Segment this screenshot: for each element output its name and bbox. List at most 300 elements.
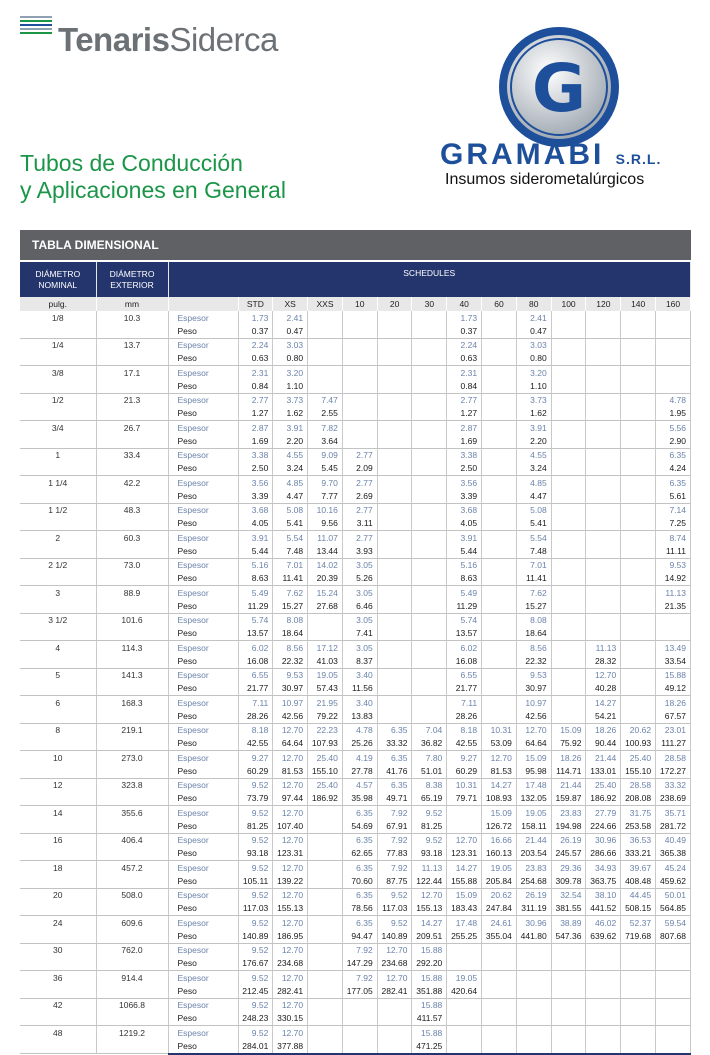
thickness-cell: 52.37	[621, 916, 656, 930]
thickness-cell	[412, 503, 447, 517]
row-label: Espesor	[168, 641, 238, 655]
table-body	[20, 311, 691, 1054]
weight-cell	[412, 489, 447, 503]
weight-cell: 9.56	[308, 517, 343, 531]
row-label: Peso	[168, 627, 238, 641]
weight-cell: 11.29	[238, 599, 273, 613]
thickness-cell: 19.05	[308, 668, 343, 682]
table-row	[20, 874, 691, 888]
thickness-cell: 18.26	[551, 751, 586, 765]
thickness-cell: 9.52	[412, 833, 447, 847]
thickness-cell: 12.70	[273, 778, 308, 792]
weight-cell: 105.11	[238, 874, 273, 888]
thickness-cell: 2.24	[447, 338, 482, 352]
nominal-diameter: 3/4	[20, 421, 96, 435]
weight-cell	[621, 1039, 656, 1053]
weight-cell	[516, 957, 551, 971]
weight-cell: 2.20	[516, 434, 551, 448]
thickness-cell	[412, 558, 447, 572]
thickness-cell: 3.03	[516, 338, 551, 352]
weight-cell: 2.90	[656, 434, 691, 448]
thickness-cell: 7.11	[447, 696, 482, 710]
thickness-cell: 2.77	[342, 503, 377, 517]
row-label: Peso	[168, 792, 238, 806]
weight-cell: 176.67	[238, 957, 273, 971]
weight-cell	[621, 517, 656, 531]
exterior-diameter: 168.3	[96, 696, 168, 710]
weight-cell: 81.53	[482, 764, 517, 778]
exterior-diameter-blank	[96, 544, 168, 558]
exterior-diameter: 73.0	[96, 558, 168, 572]
thickness-cell: 5.08	[273, 503, 308, 517]
row-label: Peso	[168, 379, 238, 393]
nominal-diameter-blank	[20, 1012, 96, 1026]
row-label: Espesor	[168, 723, 238, 737]
row-label: Peso	[168, 1039, 238, 1053]
weight-cell	[377, 324, 412, 338]
nominal-diameter: 42	[20, 998, 96, 1012]
schedule-header: 80	[516, 297, 551, 311]
thickness-cell: 3.73	[273, 393, 308, 407]
thickness-cell: 23.01	[656, 723, 691, 737]
thickness-cell: 23.83	[516, 861, 551, 875]
thickness-cell	[621, 393, 656, 407]
weight-cell	[586, 352, 621, 366]
thickness-cell: 10.97	[273, 696, 308, 710]
weight-cell: 93.18	[412, 847, 447, 861]
thickness-cell	[586, 393, 621, 407]
thickness-cell: 10.31	[447, 778, 482, 792]
thickness-cell	[412, 311, 447, 324]
table-row	[20, 613, 691, 627]
thickness-cell: 12.70	[273, 916, 308, 930]
weight-cell: 40.28	[586, 682, 621, 696]
weight-cell	[621, 599, 656, 613]
table-row	[20, 586, 691, 600]
thickness-cell: 12.70	[273, 1026, 308, 1040]
weight-cell	[447, 1012, 482, 1026]
thickness-cell	[551, 668, 586, 682]
weight-cell: 0.37	[447, 324, 482, 338]
weight-cell: 508.15	[621, 902, 656, 916]
thickness-cell	[586, 1026, 621, 1040]
row-label: Espesor	[168, 696, 238, 710]
table-row	[20, 476, 691, 490]
weight-cell: 7.48	[273, 544, 308, 558]
weight-cell: 90.44	[586, 737, 621, 751]
row-label: Espesor	[168, 586, 238, 600]
weight-cell	[656, 379, 691, 393]
weight-cell: 30.97	[516, 682, 551, 696]
thickness-cell	[482, 311, 517, 324]
schedule-header: 30	[412, 297, 447, 311]
thickness-cell	[308, 833, 343, 847]
nominal-diameter-blank	[20, 654, 96, 668]
weight-cell	[621, 544, 656, 558]
weight-cell	[482, 654, 517, 668]
nominal-diameter-blank	[20, 627, 96, 641]
thickness-cell: 5.54	[516, 531, 551, 545]
thickness-cell: 11.13	[412, 861, 447, 875]
nominal-diameter: 6	[20, 696, 96, 710]
weight-cell: 21.77	[447, 682, 482, 696]
schedule-header: STD	[238, 297, 273, 311]
weight-cell	[342, 434, 377, 448]
thickness-cell: 3.20	[516, 366, 551, 380]
row-label: Peso	[168, 544, 238, 558]
row-label: Espesor	[168, 366, 238, 380]
weight-cell: 5.61	[656, 489, 691, 503]
thickness-cell	[482, 338, 517, 352]
table-row	[20, 916, 691, 930]
nominal-diameter-blank	[20, 434, 96, 448]
nominal-diameter-blank	[20, 352, 96, 366]
thickness-cell: 9.52	[238, 888, 273, 902]
weight-cell	[377, 544, 412, 558]
exterior-diameter: 42.2	[96, 476, 168, 490]
thickness-cell	[551, 421, 586, 435]
thickness-cell	[482, 421, 517, 435]
weight-cell	[412, 544, 447, 558]
weight-cell: 238.69	[656, 792, 691, 806]
weight-cell	[308, 929, 343, 943]
weight-cell: 49.71	[377, 792, 412, 806]
thickness-cell: 38.10	[586, 888, 621, 902]
title-line-1: Tubos de Conducción	[20, 150, 243, 176]
row-label: Peso	[168, 352, 238, 366]
weight-cell: 0.37	[238, 324, 273, 338]
weight-cell: 123.31	[273, 847, 308, 861]
schedule-header: 100	[551, 297, 586, 311]
table-row	[20, 311, 691, 324]
table-row	[20, 984, 691, 998]
thickness-cell	[412, 531, 447, 545]
table-row	[20, 696, 691, 710]
schedule-header: 60	[482, 297, 517, 311]
weight-cell: 363.75	[586, 874, 621, 888]
thickness-cell: 32.54	[551, 888, 586, 902]
thickness-cell: 2.77	[342, 531, 377, 545]
exterior-diameter-blank	[96, 489, 168, 503]
thickness-cell	[482, 558, 517, 572]
table-row	[20, 888, 691, 902]
weight-cell: 77.83	[377, 847, 412, 861]
weight-cell: 64.64	[516, 737, 551, 751]
thickness-cell: 17.48	[447, 916, 482, 930]
weight-cell: 64.64	[273, 737, 308, 751]
thickness-cell	[656, 338, 691, 352]
weight-cell: 22.32	[273, 654, 308, 668]
thickness-cell: 34.93	[586, 861, 621, 875]
weight-cell: 351.88	[412, 984, 447, 998]
thickness-cell: 7.92	[377, 833, 412, 847]
thickness-cell: 36.53	[621, 833, 656, 847]
weight-cell: 441.80	[516, 929, 551, 943]
weight-cell: 42.55	[447, 737, 482, 751]
thickness-cell	[377, 641, 412, 655]
exterior-diameter: 762.0	[96, 943, 168, 957]
weight-cell	[308, 819, 343, 833]
weight-cell: 3.93	[342, 544, 377, 558]
thickness-cell: 12.70	[273, 751, 308, 765]
thickness-cell: 10.31	[482, 723, 517, 737]
thickness-cell: 2.31	[238, 366, 273, 380]
weight-cell: 33.54	[656, 654, 691, 668]
thickness-cell: 31.75	[621, 806, 656, 820]
thickness-cell: 6.35	[377, 778, 412, 792]
thickness-cell	[586, 971, 621, 985]
thickness-cell	[586, 421, 621, 435]
thickness-cell: 8.18	[238, 723, 273, 737]
weight-cell: 140.89	[238, 929, 273, 943]
nominal-diameter-blank	[20, 984, 96, 998]
thickness-cell	[551, 503, 586, 517]
weight-cell	[308, 984, 343, 998]
exterior-diameter-blank	[96, 627, 168, 641]
nominal-diameter: 1/8	[20, 311, 96, 324]
weight-cell: 11.29	[447, 599, 482, 613]
weight-cell	[586, 379, 621, 393]
weight-cell	[621, 957, 656, 971]
thickness-cell: 2.77	[342, 448, 377, 462]
weight-cell: 36.82	[412, 737, 447, 751]
thickness-cell: 28.58	[656, 751, 691, 765]
weight-cell: 155.10	[621, 764, 656, 778]
thickness-cell	[621, 421, 656, 435]
table-row	[20, 833, 691, 847]
logo-letter: G	[531, 50, 587, 127]
thickness-cell	[412, 641, 447, 655]
weight-cell: 6.46	[342, 599, 377, 613]
thickness-cell: 33.32	[656, 778, 691, 792]
weight-cell	[516, 1012, 551, 1026]
gramabi-logo-icon	[497, 25, 621, 149]
weight-cell	[482, 709, 517, 723]
thickness-cell: 3.40	[342, 668, 377, 682]
thickness-cell: 7.01	[516, 558, 551, 572]
weight-cell: 15.27	[516, 599, 551, 613]
exterior-diameter-blank	[96, 792, 168, 806]
thickness-cell: 12.70	[273, 888, 308, 902]
weight-cell: 155.13	[412, 902, 447, 916]
weight-cell	[621, 489, 656, 503]
weight-cell: 1.62	[273, 407, 308, 421]
weight-cell	[551, 517, 586, 531]
thickness-cell: 6.35	[342, 806, 377, 820]
thickness-cell	[621, 531, 656, 545]
weight-cell: 5.41	[273, 517, 308, 531]
unit-nominal: pulg.	[20, 297, 96, 311]
exterior-diameter: 1066.8	[96, 998, 168, 1012]
weight-cell: 1.95	[656, 407, 691, 421]
exterior-diameter: 273.0	[96, 751, 168, 765]
thickness-cell: 7.92	[377, 861, 412, 875]
table-row	[20, 448, 691, 462]
thickness-cell: 15.88	[412, 998, 447, 1012]
thickness-cell	[482, 531, 517, 545]
weight-cell	[516, 1039, 551, 1053]
thickness-cell: 6.35	[342, 861, 377, 875]
weight-cell: 22.32	[516, 654, 551, 668]
weight-cell: 2.50	[238, 462, 273, 476]
weight-cell: 54.69	[342, 819, 377, 833]
thickness-cell: 20.62	[482, 888, 517, 902]
tenaris-logo	[58, 20, 278, 60]
thickness-cell: 8.18	[447, 723, 482, 737]
weight-cell: 126.72	[482, 819, 517, 833]
weight-cell	[586, 462, 621, 476]
thickness-cell	[377, 366, 412, 380]
nominal-diameter: 2 1/2	[20, 558, 96, 572]
exterior-diameter-blank	[96, 324, 168, 338]
exterior-diameter-blank	[96, 379, 168, 393]
exterior-diameter-blank	[96, 1039, 168, 1053]
weight-cell	[412, 324, 447, 338]
weight-cell: 4.47	[516, 489, 551, 503]
thickness-cell: 9.53	[273, 668, 308, 682]
weight-cell	[342, 407, 377, 421]
weight-cell: 107.93	[308, 737, 343, 751]
table-row	[20, 778, 691, 792]
nominal-diameter-blank	[20, 847, 96, 861]
weight-cell	[551, 682, 586, 696]
weight-cell: 0.47	[273, 324, 308, 338]
weight-cell: 57.43	[308, 682, 343, 696]
weight-cell: 309.78	[551, 874, 586, 888]
weight-cell: 7.41	[342, 627, 377, 641]
weight-cell: 5.44	[238, 544, 273, 558]
thickness-cell	[308, 971, 343, 985]
weight-cell	[551, 434, 586, 448]
weight-cell: 564.85	[656, 902, 691, 916]
weight-cell: 245.57	[551, 847, 586, 861]
weight-cell: 381.55	[551, 902, 586, 916]
weight-cell: 186.95	[273, 929, 308, 943]
weight-cell: 0.84	[238, 379, 273, 393]
thickness-cell: 12.70	[273, 943, 308, 957]
weight-cell	[551, 407, 586, 421]
thickness-cell	[308, 861, 343, 875]
weight-cell	[551, 572, 586, 586]
weight-cell: 41.03	[308, 654, 343, 668]
exterior-diameter-blank	[96, 984, 168, 998]
thickness-cell	[586, 503, 621, 517]
exterior-diameter: 457.2	[96, 861, 168, 875]
weight-cell	[621, 709, 656, 723]
thickness-cell: 11.07	[308, 531, 343, 545]
row-label: Peso	[168, 654, 238, 668]
weight-cell: 133.01	[586, 764, 621, 778]
thickness-cell: 26.19	[516, 888, 551, 902]
table-row	[20, 599, 691, 613]
weight-cell: 147.29	[342, 957, 377, 971]
thickness-cell	[516, 971, 551, 985]
nominal-diameter: 2	[20, 531, 96, 545]
thickness-cell: 9.52	[238, 1026, 273, 1040]
nominal-diameter-blank	[20, 462, 96, 476]
weight-cell: 2.69	[342, 489, 377, 503]
exterior-diameter: 60.3	[96, 531, 168, 545]
table-row	[20, 572, 691, 586]
thickness-cell: 9.52	[238, 861, 273, 875]
thickness-cell: 8.08	[516, 613, 551, 627]
weight-cell	[308, 324, 343, 338]
weight-cell: 13.44	[308, 544, 343, 558]
thickness-cell	[621, 1026, 656, 1040]
weight-cell: 79.71	[447, 792, 482, 806]
thickness-cell	[412, 366, 447, 380]
thickness-cell	[308, 311, 343, 324]
weight-cell: 471.25	[412, 1039, 447, 1053]
weight-cell: 2.50	[447, 462, 482, 476]
thickness-cell: 5.49	[447, 586, 482, 600]
thickness-cell: 46.02	[586, 916, 621, 930]
thickness-cell	[551, 476, 586, 490]
nominal-diameter-blank	[20, 902, 96, 916]
thickness-cell: 25.40	[308, 778, 343, 792]
thickness-cell	[621, 696, 656, 710]
row-label: Espesor	[168, 393, 238, 407]
thickness-cell: 12.70	[447, 833, 482, 847]
thickness-cell: 4.57	[342, 778, 377, 792]
thickness-cell	[586, 448, 621, 462]
thickness-cell: 3.56	[238, 476, 273, 490]
thickness-cell	[482, 613, 517, 627]
gramabi-name: GRAMABI	[440, 138, 605, 171]
exterior-diameter-blank	[96, 929, 168, 943]
thickness-cell	[621, 503, 656, 517]
weight-cell	[482, 599, 517, 613]
exterior-diameter: 101.6	[96, 613, 168, 627]
weight-cell	[551, 957, 586, 971]
thickness-cell: 14.02	[308, 558, 343, 572]
weight-cell: 16.08	[238, 654, 273, 668]
thickness-cell	[551, 338, 586, 352]
weight-cell	[412, 572, 447, 586]
thickness-cell: 2.31	[447, 366, 482, 380]
thickness-cell	[342, 1026, 377, 1040]
weight-cell	[586, 599, 621, 613]
weight-cell: 49.12	[656, 682, 691, 696]
thickness-cell: 7.62	[273, 586, 308, 600]
row-label: Peso	[168, 929, 238, 943]
weight-cell: 408.48	[621, 874, 656, 888]
weight-cell: 311.19	[516, 902, 551, 916]
thickness-cell	[482, 586, 517, 600]
weight-cell: 281.72	[656, 819, 691, 833]
weight-cell: 21.35	[656, 599, 691, 613]
exterior-diameter: 21.3	[96, 393, 168, 407]
row-label: Peso	[168, 324, 238, 338]
weight-cell: 411.57	[412, 1012, 447, 1026]
exterior-diameter: 10.3	[96, 311, 168, 324]
weight-cell	[377, 489, 412, 503]
exterior-diameter-blank	[96, 737, 168, 751]
thickness-cell: 3.05	[342, 641, 377, 655]
thickness-cell	[551, 531, 586, 545]
thickness-cell: 25.40	[586, 778, 621, 792]
weight-cell: 78.56	[342, 902, 377, 916]
weight-cell: 7.25	[656, 517, 691, 531]
thickness-cell: 16.66	[482, 833, 517, 847]
thickness-cell	[377, 476, 412, 490]
thickness-cell: 50.01	[656, 888, 691, 902]
thickness-cell	[551, 696, 586, 710]
thickness-cell: 12.70	[273, 723, 308, 737]
thickness-cell: 2.87	[238, 421, 273, 435]
dimension-table	[20, 262, 691, 1055]
weight-cell	[656, 1039, 691, 1053]
